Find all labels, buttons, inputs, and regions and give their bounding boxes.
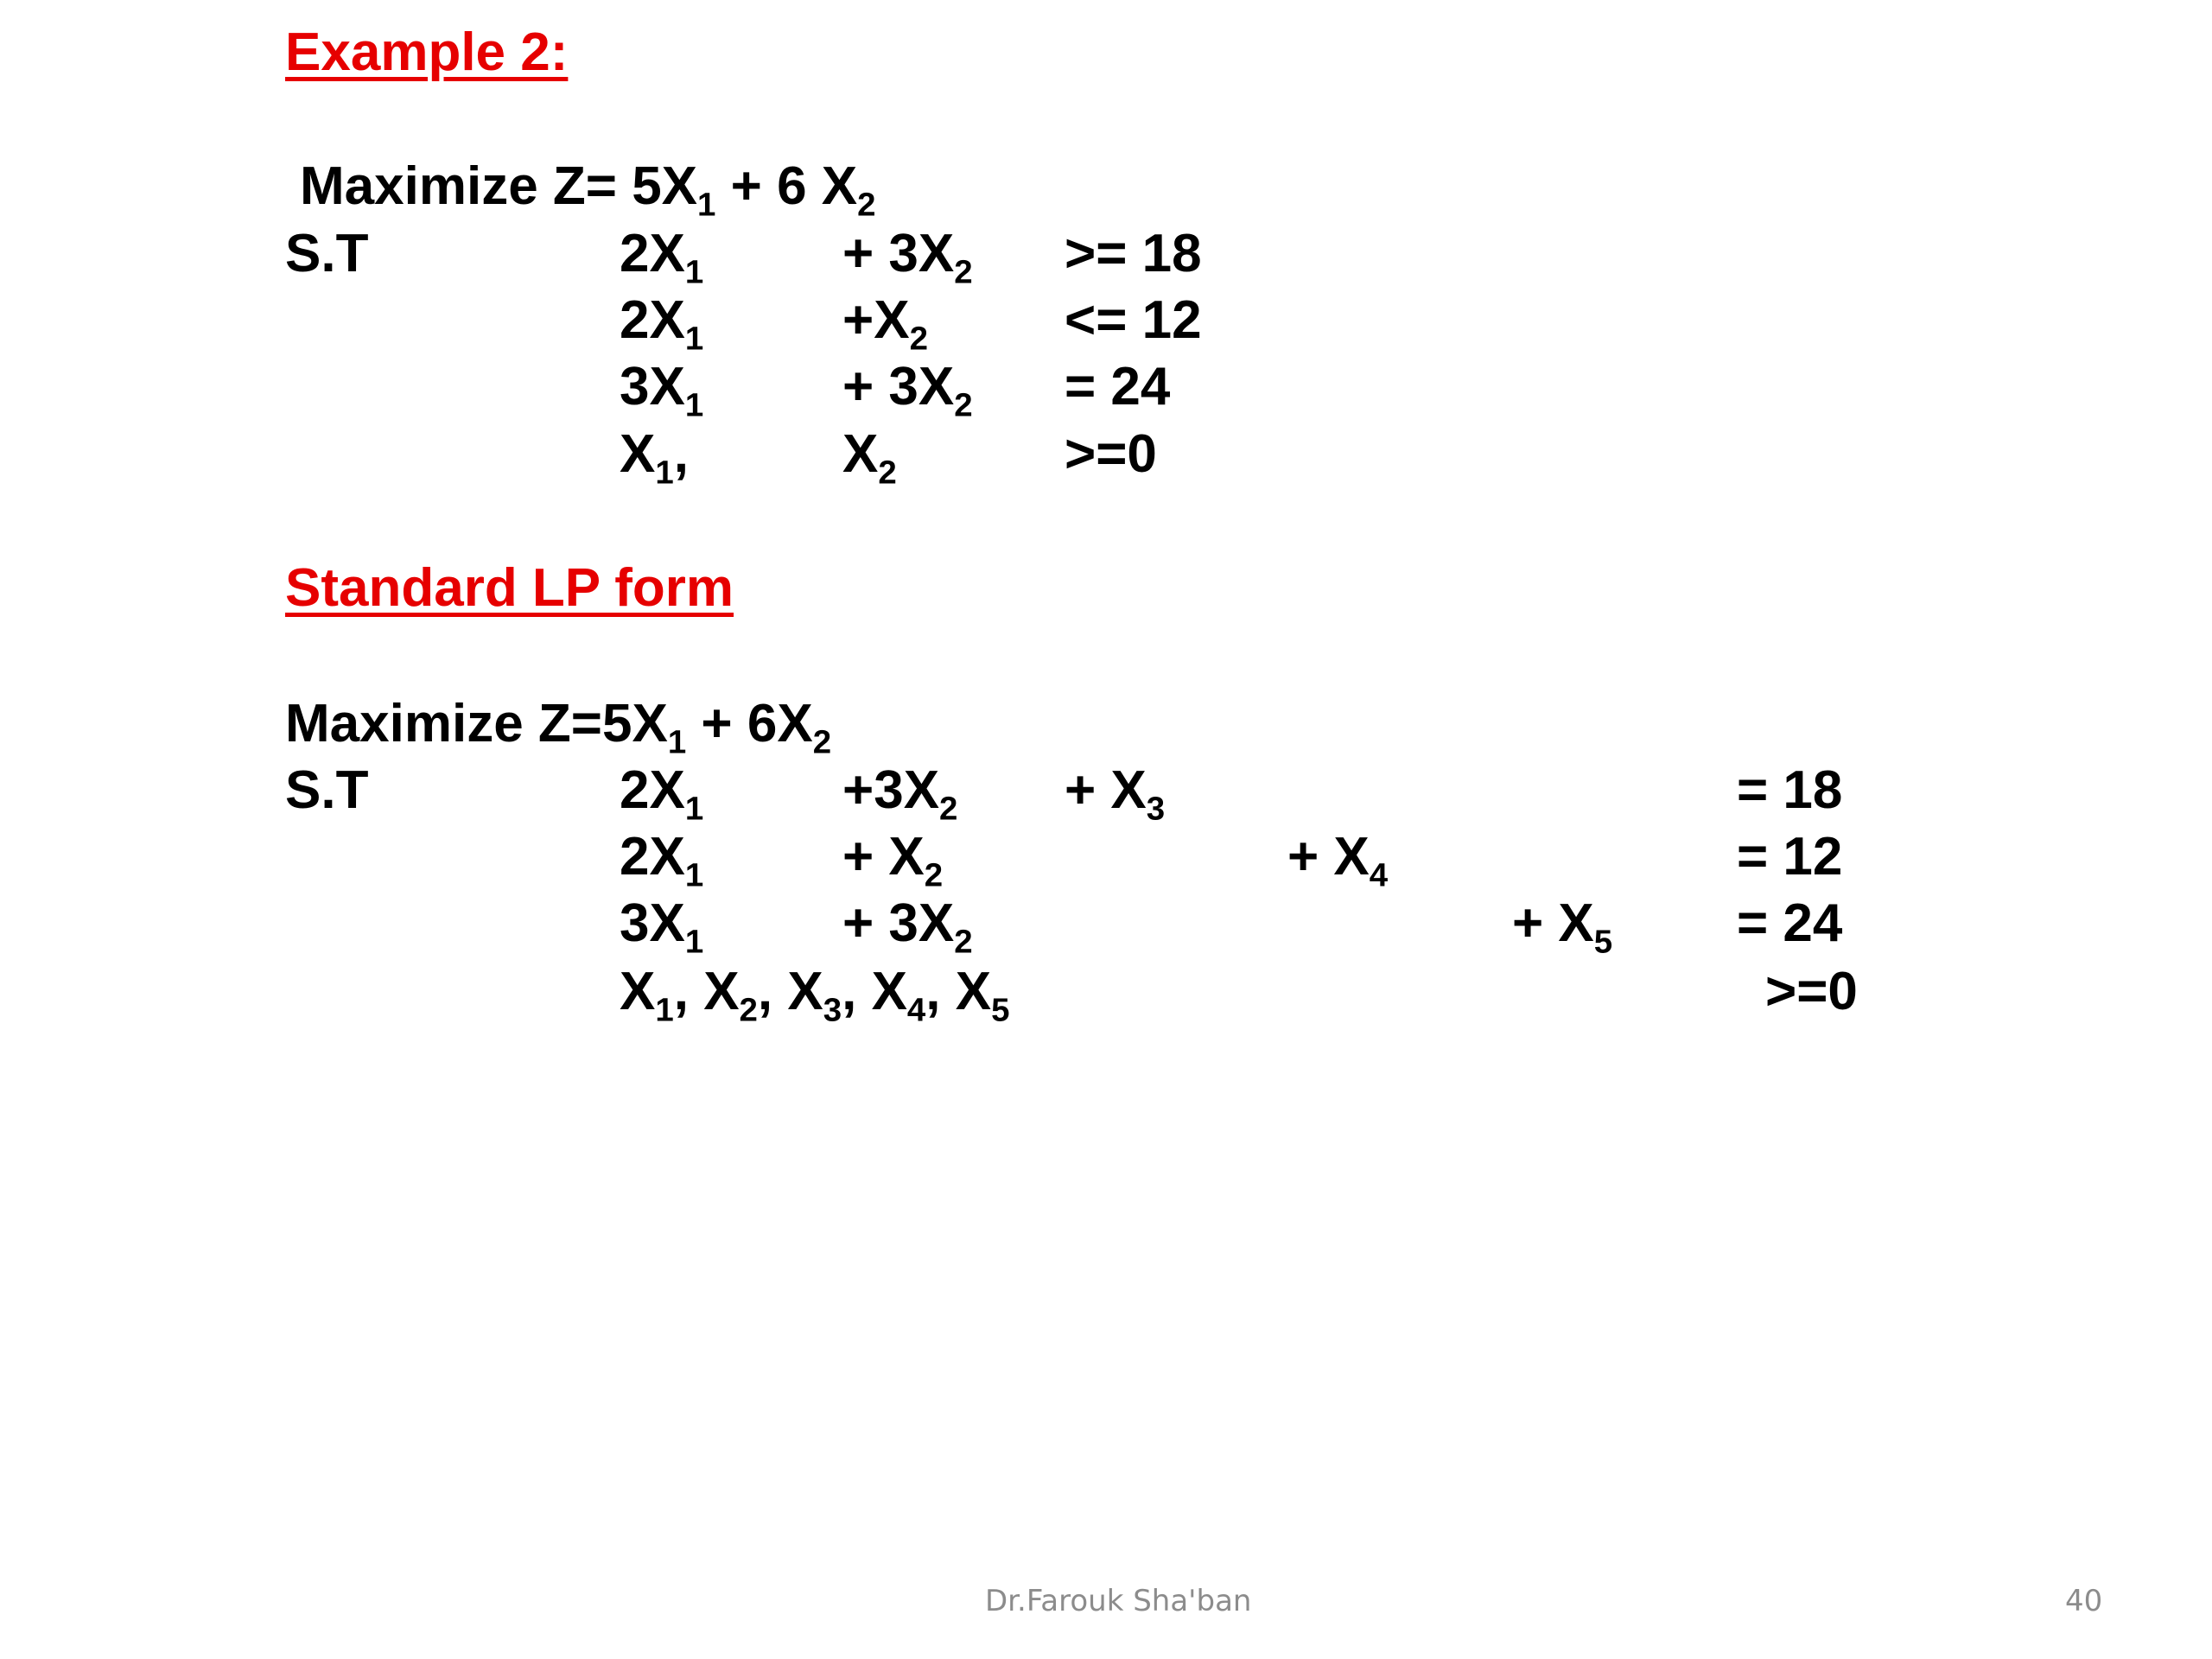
standard-row-3-slack: + $X_5$ [1512,893,1613,961]
problem-row-2-term-x1: $2X_1$ [620,290,704,358]
example-heading: Example 2: [285,22,569,82]
standard-row-3-rhs: = 24 [1737,893,1843,953]
standard-nonneg-rhs: >=0 [1765,962,1858,1021]
problem-st-label: S.T [285,224,369,283]
problem-row-4-rhs: >=0 [1065,424,1157,484]
problem-row-3-term-x1: $3X_1$ [620,357,704,424]
standard-row-2-rhs: = 12 [1737,827,1843,887]
problem-row-2-rhs: <= 12 [1065,290,1202,350]
standard-row-1-term-x1: $2X_1$ [620,760,704,828]
problem-row-3-term-x2: + $3X_2$ [842,357,973,424]
standard-row-2-term-x1: $2X_1$ [620,827,704,894]
standard-row-2-slack: + $X_4$ [1287,827,1389,894]
problem-row-2-term-x2: $+X_2$ [842,290,928,358]
problem-row-3-rhs: = 24 [1065,357,1171,416]
standard-row-1-slack: + $X_3$ [1065,760,1166,828]
standard-row-2-term-x2: + $X_2$ [842,827,944,894]
standard-row-3-term-x2: + $3X_2$ [842,893,973,961]
problem-row-1-term-x2: + $3X_2$ [842,224,973,291]
standard-nonneg-vars: $X_1$, $X_2$, $X_3$, $X_4$, $X_5$ [620,962,1010,1029]
problem-row-4-term-x2: $X_2$ [842,424,897,492]
problem-row-1-rhs: >= 18 [1065,224,1202,283]
standard-heading: Standard LP form [285,558,734,618]
problem-objective: Maximize $Z= 5X_1 + 6$ $X_2$ [300,156,876,224]
standard-objective: Maximize $Z=5X_1 + 6X_2$ [285,694,832,761]
standard-st-label: S.T [285,760,369,820]
standard-row-3-term-x1: $3X_1$ [620,893,704,961]
standard-row-1-rhs: = 18 [1737,760,1843,820]
footer-author: Dr.Farouk Sha'ban [985,1584,1252,1618]
page-number: 40 [2065,1584,2103,1618]
problem-row-4-term-x1: $X_1$, [620,424,689,492]
problem-row-1-term-x1: $2X_1$ [620,224,704,291]
standard-row-1-term-x2: $+3X_2$ [842,760,958,828]
